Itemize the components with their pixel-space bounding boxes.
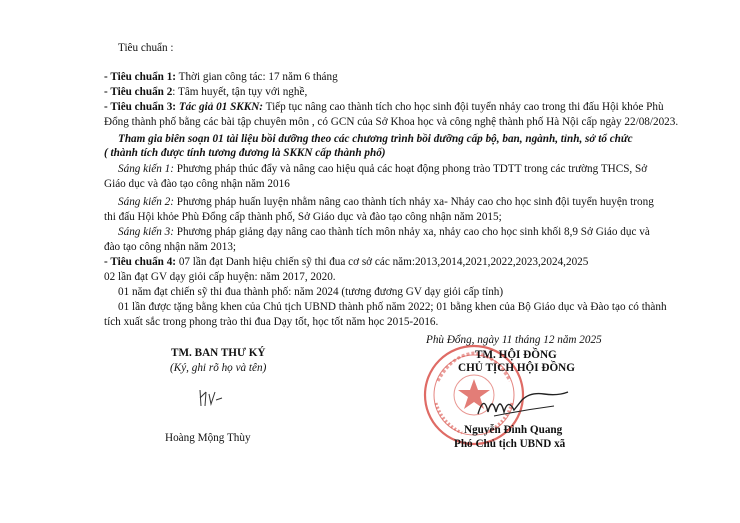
criterion-2-label: - Tiêu chuẩn 2: [104, 86, 173, 98]
left-sign-name: Hoàng Mộng Thùy: [165, 432, 251, 444]
criterion-4-line3: 01 năm đạt chiến sỹ thi đua thành phố: năm 2024 (tương đương GV dạy giỏi cấp tỉnh): [118, 286, 504, 298]
criteria-heading: Tiêu chuẩn :: [118, 42, 174, 54]
criterion-4-line4: 01 lần được tặng bằng khen của Chủ tịch UBND thành phố năm 2022; 01 bằng khen của Bộ Giáo dục và Đào tạo có thành: [118, 301, 667, 313]
right-sign-title2: CHỦ TỊCH HỘI ĐỒNG: [458, 362, 575, 374]
criterion-4-line5: tích xuất sắc trong phong trào thi đua Dạy tốt, học tốt năm học 2015-2016.: [104, 316, 439, 328]
left-sign-note: (Ký, ghi rõ họ và tên): [170, 362, 267, 374]
criterion-4-text: 07 lần đạt Danh hiệu chiến sỹ thi đua cơ sở các năm:2013,2014,2021,2022,2023,2024,2025: [176, 256, 589, 268]
training-material-line: Tham gia biên soạn 01 tài liệu bồi dưỡng theo các chương trình bồi dưỡng cấp bộ, ban, ngành, tỉnh, sở tổ chức: [118, 133, 633, 145]
criterion-3-author: Tác giả 01 SKKN:: [178, 101, 264, 113]
initiative-1-text2: Giáo dục và đào tạo công nhận năm 2016: [104, 178, 290, 190]
criterion-1-label: - Tiêu chuẩn 1:: [104, 71, 177, 83]
left-signature-mark: [196, 386, 226, 408]
left-sign-title: TM. BAN THƯ KÝ: [171, 347, 266, 359]
right-sign-position: Phó Chủ tịch UBND xã: [454, 438, 566, 450]
criterion-2: [104, 85, 307, 99]
criterion-1-text: Thời gian công tác: 17 năm 6 tháng: [176, 71, 338, 83]
initiative-1: [118, 162, 647, 176]
initiative-3-text: Phương pháp giảng dạy nâng cao thành tích môn nhảy xa, nhảy cao cho học sinh khối 8,9 Sở Giáo dục và: [173, 226, 650, 238]
initiative-3: [118, 225, 650, 239]
right-signature-mark: [474, 388, 574, 422]
criterion-3: [104, 100, 664, 114]
initiative-1-label: Sáng kiến 1:: [118, 163, 174, 175]
right-sign-title1: TM. HỘI ĐỒNG: [475, 349, 557, 361]
initiative-2-label: Sáng kiến 2:: [118, 196, 174, 208]
date-line: Phù Đổng, ngày 11 tháng 12 năm 2025: [426, 334, 602, 346]
criterion-4-label: - Tiêu chuẩn 4:: [104, 256, 177, 268]
initiative-3-text2: đào tạo công nhận năm 2013;: [104, 241, 237, 253]
initiative-3-label: Sáng kiến 3:: [118, 226, 174, 238]
right-sign-name: Nguyễn Đình Quang: [464, 424, 563, 436]
initiative-2: [118, 195, 654, 209]
criterion-4: [104, 255, 588, 269]
criterion-1: [104, 70, 338, 84]
criterion-4-line2: 02 lần đạt GV dạy giỏi cấp huyện: năm 2017, 2020.: [104, 271, 336, 283]
initiative-1-text: Phương pháp thúc đẩy và nâng cao hiệu quả các hoạt động phong trào TDTT trong các trường THCS, Sở: [173, 163, 648, 175]
initiative-2-text: Phương pháp huấn luyện nhằm nâng cao thành tích nhảy xa- Nhảy cao cho học sinh đội tuyển huyện trong: [173, 196, 654, 208]
criterion-3-text1: Tiếp tục nâng cao thành tích cho học sinh đội tuyển nhảy cao trong thi đấu Hội khỏe Phù: [263, 101, 664, 113]
criterion-3-label: - Tiêu chuẩn 3:: [104, 101, 179, 113]
initiative-2-text2: thi đấu Hội khỏe Phù Đổng cấp thành phố, Sở Giáo dục và đào tạo công nhận năm 2015;: [104, 211, 502, 223]
criterion-2-text: : Tâm huyết, tận tụy với nghề,: [172, 86, 308, 98]
criterion-3-text2: Đổng thành phố bằng các bài tập chuyên môn , có GCN của Sở Khoa học và công nghệ thành phố Hà Nội cấp ngày 22/08/2023.: [104, 116, 679, 128]
training-material-note: ( thành tích được tính tương đương là SKKN cấp thành phố): [104, 147, 386, 159]
